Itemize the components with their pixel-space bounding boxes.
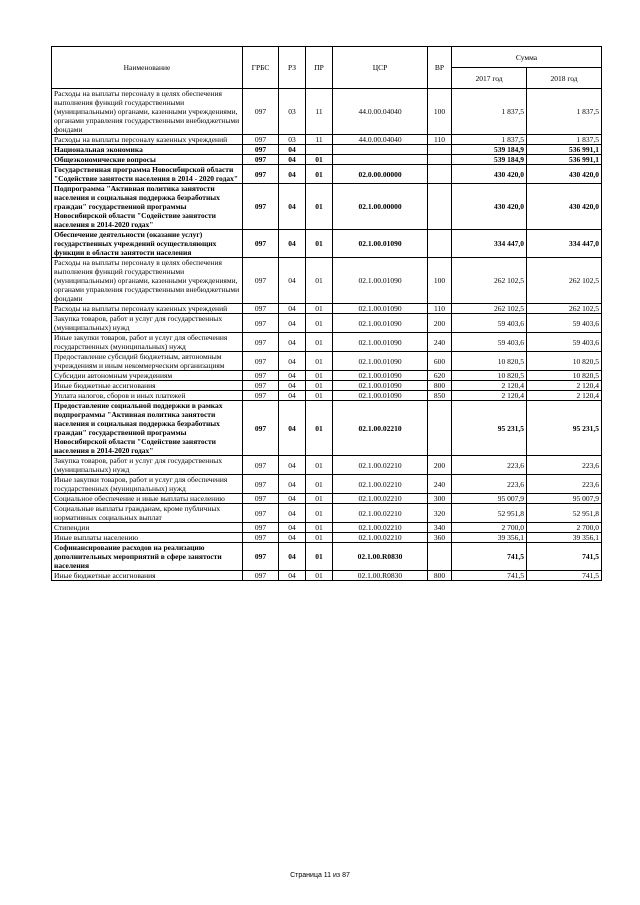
cell-2018: 59 403,6 — [527, 314, 602, 333]
cell-csr: 02.1.00.R0830 — [333, 571, 428, 581]
table-row — [52, 89, 602, 135]
cell-pr: 01 — [306, 494, 333, 504]
cell-rz: 04 — [279, 371, 306, 381]
cell-csr: 02.1.00.02210 — [333, 504, 428, 523]
table-row — [52, 571, 602, 581]
cell-2017: 430 420,0 — [452, 184, 527, 230]
cell-2017: 59 403,6 — [452, 314, 527, 333]
cell-2018: 2 120,4 — [527, 381, 602, 391]
cell-pr — [306, 145, 333, 155]
cell-2018: 430 420,0 — [527, 165, 602, 184]
cell-2018: 741,5 — [527, 543, 602, 571]
cell-2017: 741,5 — [452, 543, 527, 571]
cell-name: Обеспечение деятельности (оказание услуг) государственных учреждений осуществляющих функции в области занятости населения — [52, 230, 243, 258]
header-sum: Сумма — [452, 47, 602, 68]
cell-csr: 44.0.00.04040 — [333, 135, 428, 145]
cell-2017: 262 102,5 — [452, 258, 527, 304]
cell-pr: 01 — [306, 314, 333, 333]
cell-2018: 1 837,5 — [527, 89, 602, 135]
table-row — [52, 258, 602, 304]
cell-name: Субсидии автономным учреждениям — [52, 371, 243, 381]
cell-name: Предоставление социальной поддержки в рамках подпрограммы "Активная политика занятости населения и социальная поддержка безработных граждан" государственной программы Новосибирской области "Содействие занятости населения в 2014-2020 годах" — [52, 401, 243, 456]
cell-vr: 850 — [428, 391, 452, 401]
cell-csr: 02.1.00.01090 — [333, 371, 428, 381]
cell-2018: 95 231,5 — [527, 401, 602, 456]
cell-grbs: 097 — [243, 304, 279, 314]
cell-name: Социальное обеспечение и иные выплаты населению — [52, 494, 243, 504]
cell-2018: 10 820,5 — [527, 371, 602, 381]
table-row — [52, 401, 602, 456]
cell-rz: 03 — [279, 89, 306, 135]
cell-vr: 800 — [428, 571, 452, 581]
cell-vr: 300 — [428, 494, 452, 504]
cell-pr: 01 — [306, 258, 333, 304]
cell-grbs: 097 — [243, 155, 279, 165]
cell-grbs: 097 — [243, 352, 279, 371]
cell-grbs: 097 — [243, 475, 279, 494]
cell-csr: 02.1.00.01090 — [333, 391, 428, 401]
cell-name: Софинансирование расходов на реализацию дополнительных мероприятий в сфере занятости населения — [52, 543, 243, 571]
table-row — [52, 155, 602, 165]
cell-vr: 340 — [428, 523, 452, 533]
cell-2018: 59 403,6 — [527, 333, 602, 352]
cell-grbs: 097 — [243, 230, 279, 258]
cell-csr — [333, 155, 428, 165]
cell-csr: 02.1.00.02210 — [333, 456, 428, 475]
cell-pr: 01 — [306, 230, 333, 258]
cell-csr: 02.1.00.01090 — [333, 381, 428, 391]
table-row — [52, 333, 602, 352]
cell-pr: 01 — [306, 333, 333, 352]
cell-name: Уплата налогов, сборов и иных платежей — [52, 391, 243, 401]
cell-grbs: 097 — [243, 314, 279, 333]
cell-grbs: 097 — [243, 523, 279, 533]
table-row — [52, 456, 602, 475]
cell-name: Закупка товаров, работ и услуг для государственных (муниципальных) нужд — [52, 314, 243, 333]
cell-vr: 600 — [428, 352, 452, 371]
cell-name: Стипендии — [52, 523, 243, 533]
cell-name: Расходы на выплаты персоналу в целях обеспечения выполнения функций государственными (муниципальными) органами, казенными учреждениями, органами управления государственными внебюджетными фондами — [52, 89, 243, 135]
cell-grbs: 097 — [243, 543, 279, 571]
cell-pr: 01 — [306, 165, 333, 184]
cell-rz: 04 — [279, 533, 306, 543]
cell-grbs: 097 — [243, 89, 279, 135]
cell-vr: 360 — [428, 533, 452, 543]
cell-2018: 2 120,4 — [527, 391, 602, 401]
cell-name: Общеэкономические вопросы — [52, 155, 243, 165]
page-footer: Страница 11 из 87 — [290, 872, 350, 879]
cell-csr: 02.1.00.R0830 — [333, 543, 428, 571]
cell-name: Национальная экономика — [52, 145, 243, 155]
budget-table — [51, 46, 602, 581]
cell-2017: 2 120,4 — [452, 391, 527, 401]
header-vr: ВР — [428, 47, 452, 89]
cell-grbs: 097 — [243, 391, 279, 401]
cell-rz: 03 — [279, 135, 306, 145]
table-row — [52, 381, 602, 391]
cell-pr: 01 — [306, 533, 333, 543]
table-row — [52, 504, 602, 523]
cell-grbs: 097 — [243, 533, 279, 543]
cell-vr — [428, 543, 452, 571]
cell-2018: 95 007,9 — [527, 494, 602, 504]
cell-vr — [428, 145, 452, 155]
cell-rz: 04 — [279, 184, 306, 230]
cell-vr: 240 — [428, 333, 452, 352]
cell-pr: 11 — [306, 89, 333, 135]
table-row — [52, 475, 602, 494]
cell-name: Расходы на выплаты персоналу казенных учреждений — [52, 304, 243, 314]
cell-2018: 430 420,0 — [527, 184, 602, 230]
cell-2018: 262 102,5 — [527, 258, 602, 304]
cell-vr — [428, 184, 452, 230]
cell-rz: 04 — [279, 352, 306, 371]
cell-csr: 02.1.00.02210 — [333, 475, 428, 494]
cell-csr: 02.1.00.01090 — [333, 304, 428, 314]
cell-csr: 02.1.00.01090 — [333, 314, 428, 333]
cell-grbs: 097 — [243, 333, 279, 352]
table-row — [52, 230, 602, 258]
cell-name: Социальные выплаты гражданам, кроме публичных нормативных социальных выплат — [52, 504, 243, 523]
cell-csr: 02.1.00.02210 — [333, 401, 428, 456]
cell-vr — [428, 230, 452, 258]
cell-2017: 741,5 — [452, 571, 527, 581]
cell-2017: 2 120,4 — [452, 381, 527, 391]
cell-rz: 04 — [279, 145, 306, 155]
cell-name: Иные выплаты населению — [52, 533, 243, 543]
header-csr: ЦСР — [333, 47, 428, 89]
cell-rz: 04 — [279, 333, 306, 352]
cell-pr: 01 — [306, 352, 333, 371]
cell-rz: 04 — [279, 230, 306, 258]
cell-vr: 100 — [428, 89, 452, 135]
cell-2018: 39 356,1 — [527, 533, 602, 543]
cell-grbs: 097 — [243, 504, 279, 523]
cell-vr: 110 — [428, 135, 452, 145]
table-row — [52, 314, 602, 333]
cell-csr: 02.1.00.02210 — [333, 494, 428, 504]
cell-rz: 04 — [279, 155, 306, 165]
table-row — [52, 165, 602, 184]
cell-2017: 59 403,6 — [452, 333, 527, 352]
cell-vr: 320 — [428, 504, 452, 523]
cell-2017: 95 007,9 — [452, 494, 527, 504]
cell-rz: 04 — [279, 523, 306, 533]
cell-rz: 04 — [279, 304, 306, 314]
cell-pr: 01 — [306, 523, 333, 533]
cell-2017: 539 184,9 — [452, 155, 527, 165]
cell-csr: 02.1.00.02210 — [333, 523, 428, 533]
cell-grbs: 097 — [243, 381, 279, 391]
cell-2017: 10 820,5 — [452, 371, 527, 381]
cell-2017: 1 837,5 — [452, 135, 527, 145]
cell-vr: 100 — [428, 258, 452, 304]
cell-rz: 04 — [279, 401, 306, 456]
cell-2017: 334 447,0 — [452, 230, 527, 258]
cell-2017: 539 184,9 — [452, 145, 527, 155]
cell-grbs: 097 — [243, 401, 279, 456]
cell-csr: 02.0.00.00000 — [333, 165, 428, 184]
cell-csr: 02.1.00.01090 — [333, 333, 428, 352]
cell-csr: 02.1.00.01090 — [333, 352, 428, 371]
cell-2018: 10 820,5 — [527, 352, 602, 371]
cell-grbs: 097 — [243, 184, 279, 230]
table-row — [52, 184, 602, 230]
cell-csr — [333, 145, 428, 155]
cell-rz: 04 — [279, 456, 306, 475]
cell-pr: 01 — [306, 155, 333, 165]
cell-grbs: 097 — [243, 456, 279, 475]
cell-rz: 04 — [279, 543, 306, 571]
cell-grbs: 097 — [243, 371, 279, 381]
cell-grbs: 097 — [243, 145, 279, 155]
cell-pr: 01 — [306, 543, 333, 571]
cell-csr: 02.1.00.01090 — [333, 258, 428, 304]
header-2018: 2018 год — [527, 68, 602, 89]
header-2017: 2017 год — [452, 68, 527, 89]
cell-pr: 11 — [306, 135, 333, 145]
cell-2018: 223,6 — [527, 456, 602, 475]
cell-rz: 04 — [279, 381, 306, 391]
table-row — [52, 533, 602, 543]
cell-name: Расходы на выплаты персоналу в целях обеспечения выполнения функций государственными (муниципальными) органами, казенными учреждениями, органами управления государственными внебюджетными фондами — [52, 258, 243, 304]
cell-2017: 52 951,8 — [452, 504, 527, 523]
cell-2017: 223,6 — [452, 475, 527, 494]
cell-csr: 02.1.00.00000 — [333, 184, 428, 230]
cell-vr — [428, 165, 452, 184]
cell-grbs: 097 — [243, 165, 279, 184]
cell-rz: 04 — [279, 494, 306, 504]
cell-2017: 430 420,0 — [452, 165, 527, 184]
cell-pr: 01 — [306, 391, 333, 401]
table-row — [52, 352, 602, 371]
table-row — [52, 371, 602, 381]
cell-pr: 01 — [306, 184, 333, 230]
cell-grbs: 097 — [243, 494, 279, 504]
cell-2017: 10 820,5 — [452, 352, 527, 371]
cell-grbs: 097 — [243, 135, 279, 145]
table-row — [52, 145, 602, 155]
table-row — [52, 391, 602, 401]
cell-csr: 44.0.00.04040 — [333, 89, 428, 135]
cell-rz: 04 — [279, 391, 306, 401]
cell-rz: 04 — [279, 258, 306, 304]
cell-vr: 110 — [428, 304, 452, 314]
cell-2017: 2 700,0 — [452, 523, 527, 533]
cell-name: Иные бюджетные ассигнования — [52, 381, 243, 391]
cell-2018: 2 700,0 — [527, 523, 602, 533]
cell-2018: 536 991,1 — [527, 155, 602, 165]
cell-2018: 536 991,1 — [527, 145, 602, 155]
cell-2017: 223,6 — [452, 456, 527, 475]
cell-2017: 262 102,5 — [452, 304, 527, 314]
cell-pr: 01 — [306, 304, 333, 314]
cell-name: Иные бюджетные ассигнования — [52, 571, 243, 581]
cell-pr: 01 — [306, 456, 333, 475]
cell-pr: 01 — [306, 401, 333, 456]
cell-csr: 02.1.00.01090 — [333, 230, 428, 258]
table-row — [52, 494, 602, 504]
cell-name: Подпрограмма "Активная политика занятости населения и социальная поддержка безработных граждан" государственной программы Новосибирской области "Содействие занятости населения в 2014-2020 годах" — [52, 184, 243, 230]
cell-vr: 800 — [428, 381, 452, 391]
cell-grbs: 097 — [243, 258, 279, 304]
cell-vr: 240 — [428, 475, 452, 494]
cell-pr: 01 — [306, 475, 333, 494]
cell-2017: 39 356,1 — [452, 533, 527, 543]
cell-rz: 04 — [279, 475, 306, 494]
table-body — [52, 89, 602, 581]
header-pr: ПР — [306, 47, 333, 89]
cell-pr: 01 — [306, 504, 333, 523]
cell-2018: 741,5 — [527, 571, 602, 581]
cell-name: Расходы на выплаты персоналу казенных учреждений — [52, 135, 243, 145]
table-row — [52, 135, 602, 145]
table-row — [52, 543, 602, 571]
table-row — [52, 304, 602, 314]
cell-2017: 95 231,5 — [452, 401, 527, 456]
cell-vr: 200 — [428, 314, 452, 333]
cell-vr — [428, 401, 452, 456]
cell-pr: 01 — [306, 381, 333, 391]
cell-vr — [428, 155, 452, 165]
cell-rz: 04 — [279, 314, 306, 333]
cell-name: Предоставление субсидий бюджетным, автономным учреждениям и иным некоммерческим организациям — [52, 352, 243, 371]
cell-vr: 200 — [428, 456, 452, 475]
cell-2017: 1 837,5 — [452, 89, 527, 135]
cell-rz: 04 — [279, 504, 306, 523]
cell-name: Закупка товаров, работ и услуг для государственных (муниципальных) нужд — [52, 456, 243, 475]
cell-2018: 52 951,8 — [527, 504, 602, 523]
cell-pr: 01 — [306, 371, 333, 381]
cell-2018: 223,6 — [527, 475, 602, 494]
header-rz: РЗ — [279, 47, 306, 89]
cell-pr: 01 — [306, 571, 333, 581]
cell-2018: 262 102,5 — [527, 304, 602, 314]
cell-csr: 02.1.00.02210 — [333, 533, 428, 543]
cell-name: Государственная программа Новосибирской области "Содействие занятости населения в 2014 - 2020 годах" — [52, 165, 243, 184]
cell-rz: 04 — [279, 571, 306, 581]
cell-grbs: 097 — [243, 571, 279, 581]
table-row — [52, 523, 602, 533]
cell-name: Иные закупки товаров, работ и услуг для обеспечения государственных (муниципальных) нужд — [52, 475, 243, 494]
cell-2018: 1 837,5 — [527, 135, 602, 145]
cell-name: Иные закупки товаров, работ и услуг для обеспечения государственных (муниципальных) нужд — [52, 333, 243, 352]
cell-2018: 334 447,0 — [527, 230, 602, 258]
header-grbs: ГРБС — [243, 47, 279, 89]
header-name: Наименование — [52, 47, 243, 89]
cell-rz: 04 — [279, 165, 306, 184]
cell-vr: 620 — [428, 371, 452, 381]
